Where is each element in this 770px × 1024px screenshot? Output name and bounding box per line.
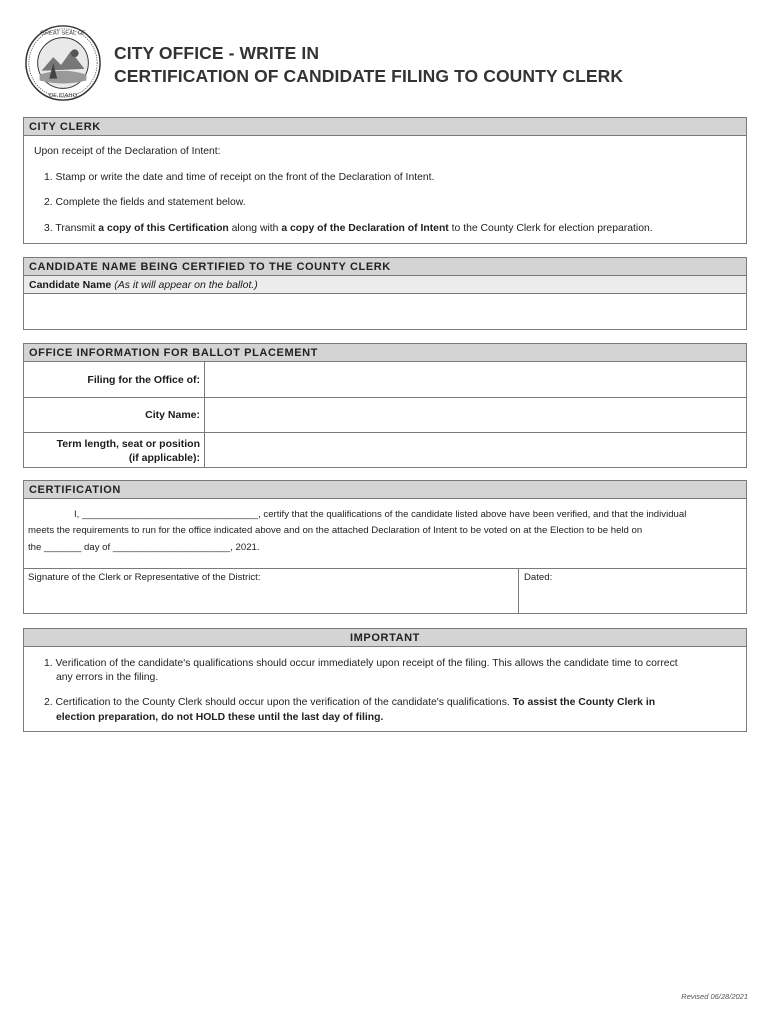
filing-office-label: Filing for the Office of: — [87, 374, 200, 386]
term-length-label — [57, 437, 200, 465]
city-clerk-intro: Upon receipt of the Declaration of Intent: — [34, 146, 221, 157]
candidate-label-row — [24, 276, 746, 294]
city-name-label: City Name: — [145, 409, 200, 421]
important-section — [23, 628, 747, 732]
term-label-line-1: Term length, seat or position — [56, 438, 200, 450]
signature-label: Signature of the Clerk or Representative of the District: — [28, 572, 261, 583]
important-heading: IMPORTANT — [24, 629, 746, 647]
city-clerk-step-1: 1. Stamp or write the date and time of receipt on the front of the Declaration of Intent. — [44, 172, 435, 183]
step-3-pre: 3. Transmit — [44, 223, 99, 234]
step-3-bold-1: a copy of this Certification — [98, 223, 229, 234]
important-item-2-line-1 — [44, 697, 655, 708]
step-3-mid: along with — [228, 223, 282, 234]
important-item-2-pre: 2. Certification to the County Clerk should occur upon the verification of the candidate's qualifications. — [44, 697, 513, 708]
important-item-2-line-2 — [56, 712, 383, 723]
certification-statement-line-3: the _______ day of ______________________, 2021. — [28, 542, 260, 553]
term-label-line-2: (if applicable): — [128, 452, 200, 464]
city-clerk-step-2: 2. Complete the fields and statement below. — [44, 197, 246, 208]
step-3-post: to the County Clerk for election preparation. — [448, 223, 653, 234]
certification-statement-line-2: meets the requirements to run for the office indicated above and on the attached Declaration of Intent to be voted on at the Election to be held on — [28, 525, 643, 536]
city-clerk-heading: CITY CLERK — [24, 118, 746, 136]
important-item-2-bold-2: election preparation, do not HOLD these until the last day of filing. — [56, 712, 384, 723]
candidate-name-label: Candidate Name — [29, 279, 112, 291]
certification-heading: CERTIFICATION — [24, 481, 746, 499]
page-title — [114, 42, 623, 88]
important-item-2-bold: To assist the County Clerk in — [512, 697, 656, 708]
important-item-1-line-2: any errors in the filing. — [56, 672, 159, 683]
certification-statement-line-1: I, _________________________________, certify that the qualifications of the candidate listed above have been verified, and that the individual — [74, 509, 687, 520]
candidate-name-note: (As it will appear on the ballot.) — [114, 279, 258, 291]
revision-date: Revised 06/28/2021 — [681, 992, 748, 1001]
svg-text:OF IDAHO: OF IDAHO — [48, 93, 78, 100]
state-seal-logo — [24, 24, 102, 102]
city-clerk-section — [23, 117, 747, 244]
candidate-heading: CANDIDATE NAME BEING CERTIFIED TO THE COUNTY CLERK — [24, 258, 746, 276]
svg-text:GREAT SEAL OF: GREAT SEAL OF — [40, 30, 86, 37]
city-clerk-step-3 — [44, 223, 653, 234]
dated-label: Dated: — [524, 572, 553, 583]
candidate-section — [23, 257, 747, 330]
title-line-2: CERTIFICATION OF CANDIDATE FILING TO COUNTY CLERK — [114, 66, 624, 86]
step-3-bold-2: a copy of the Declaration of Intent — [281, 223, 449, 234]
office-info-section — [23, 343, 747, 468]
certification-section — [23, 480, 747, 614]
office-info-heading: OFFICE INFORMATION FOR BALLOT PLACEMENT — [24, 344, 746, 362]
important-item-1-line-1: 1. Verification of the candidate's qualifications should occur immediately upon receipt of the filing. This allows the candidate time to correct — [44, 658, 678, 669]
title-line-1: CITY OFFICE - WRITE IN — [114, 43, 320, 63]
